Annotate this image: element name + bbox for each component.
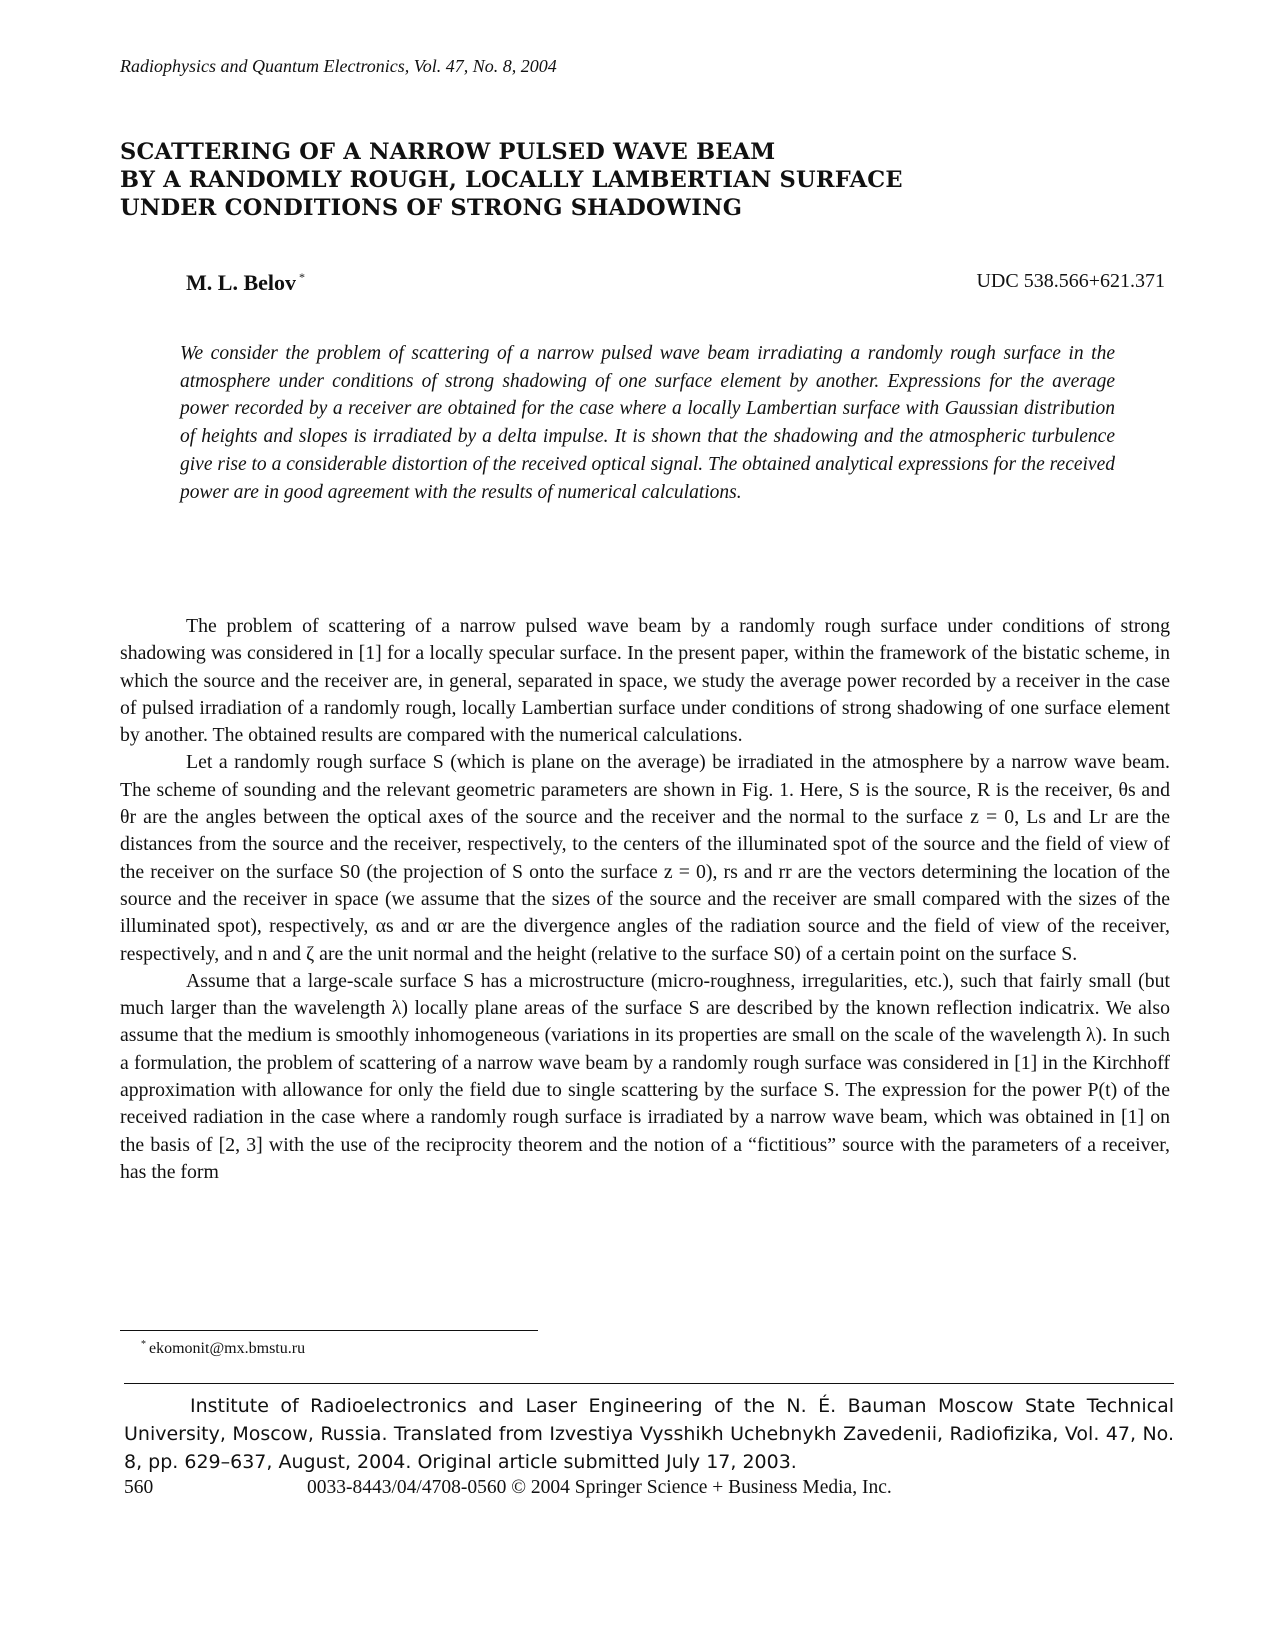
institute-text: Institute of Radioelectronics and Laser Engineering of the N. É. Bauman Moscow State Technical University, Moscow, Russia. Translated from Izvestiya Vysshikh Uchebnykh Zavedenii, Radiofizika, Vol. 47, No. 8, pp. 629–637, August, 2004. Original article submitted July 17, 2003. xyxy=(124,1395,1174,1473)
footnote xyxy=(141,1339,305,1358)
footnote-rule xyxy=(120,1330,538,1331)
title-line: SCATTERING OF A NARROW PULSED WAVE BEAM xyxy=(120,139,776,165)
journal-header: Radiophysics and Quantum Electronics, Vol. 47, No. 8, 2004 xyxy=(120,56,557,76)
footnote-email: ekomonit@mx.bmstu.ru xyxy=(149,1340,306,1357)
paper-title xyxy=(120,138,1120,222)
body-text xyxy=(120,613,1170,1186)
body-paragraph: The problem of scattering of a narrow pulsed wave beam by a randomly rough surface under conditions of strong shadowing was considered in [1] for a locally specular surface. In the present paper, within the framework of the bistatic scheme, in which the source and the receiver are, in general, separated in space, we study the average power recorded by a receiver in the case of pulsed irradiation of a randomly rough, locally Lambertian surface under conditions of strong shadowing of one surface element by another. The obtained results are compared with the numerical calculations. xyxy=(120,615,1170,747)
copyright-line: 0033-8443/04/4708-0560 © 2004 Springer Science + Business Media, Inc. xyxy=(307,1477,892,1498)
udc-code: UDC 538.566+621.371 xyxy=(976,270,1165,292)
page-number: 560 xyxy=(124,1477,154,1498)
author-footnote-mark: * xyxy=(299,270,305,284)
author-name: M. L. Belov xyxy=(186,270,296,295)
title-line: BY A RANDOMLY ROUGH, LOCALLY LAMBERTIAN SURFACE xyxy=(120,167,903,193)
body-paragraph: Let a randomly rough surface S (which is plane on the average) be irradiated in the atmosphere by a narrow wave beam. The scheme of sounding and the relevant geometric parameters are shown in Fig. 1. Here, S is the source, R is the receiver, θs and θr are the angles between the optical axes of the source and the receiver and the normal to the surface z = 0, Ls and Lr are the distances from the source and the receiver, respectively, to the centers of the illuminated spot of the source and the field of view of the receiver on the surface S0 (the projection of S onto the surface z = 0), rs and rr are the vectors determining the location of the source and the receiver in space (we assume that the sizes of the source and the receiver are small compared with the sizes of the illuminated spot), respectively, αs and αr are the divergence angles of the radiation source and the field of view of the receiver, respectively, and n and ζ are the unit normal and the height (relative to the surface S0) of a certain point on the surface S. xyxy=(120,751,1170,965)
institute-rule xyxy=(124,1383,1174,1384)
author-line xyxy=(186,270,305,296)
abstract: We consider the problem of scattering of a narrow pulsed wave beam irradiating a randomly rough surface in the atmosphere under conditions of strong shadowing of one surface element by another. Expressions for the average power recorded by a receiver are obtained for the case where a locally Lambertian surface with Gaussian distribution of heights and slopes is irradiated by a delta impulse. It is shown that the shadowing and the atmospheric turbulence give rise to a considerable distortion of the received optical signal. The obtained analytical expressions for the received power are in good agreement with the results of numerical calculations. xyxy=(180,343,1115,503)
footnote-mark: * xyxy=(141,1339,146,1350)
body-paragraph: Assume that a large-scale surface S has a microstructure (micro-roughness, irregularities, etc.), such that fairly small (but much larger than the wavelength λ) locally plane areas of the surface S are described by the known reflection indicatrix. We also assume that the medium is smoothly inhomogeneous (variations in its properties are small on the scale of the wavelength λ). In such a formulation, the problem of scattering of a narrow wave beam by a randomly rough surface was considered in [1] in the Kirchhoff approximation with allowance for only the field due to single scattering by the surface S. The expression for the power P(t) of the received radiation in the case where a randomly rough surface is irradiated by a narrow wave beam, which was obtained in [1] on the basis of [2, 3] with the use of the reciprocity theorem and the notion of a “fictitious” source with the parameters of a receiver, has the form xyxy=(120,969,1170,1183)
institute-note xyxy=(124,1392,1174,1476)
title-line: UNDER CONDITIONS OF STRONG SHADOWING xyxy=(120,195,743,221)
